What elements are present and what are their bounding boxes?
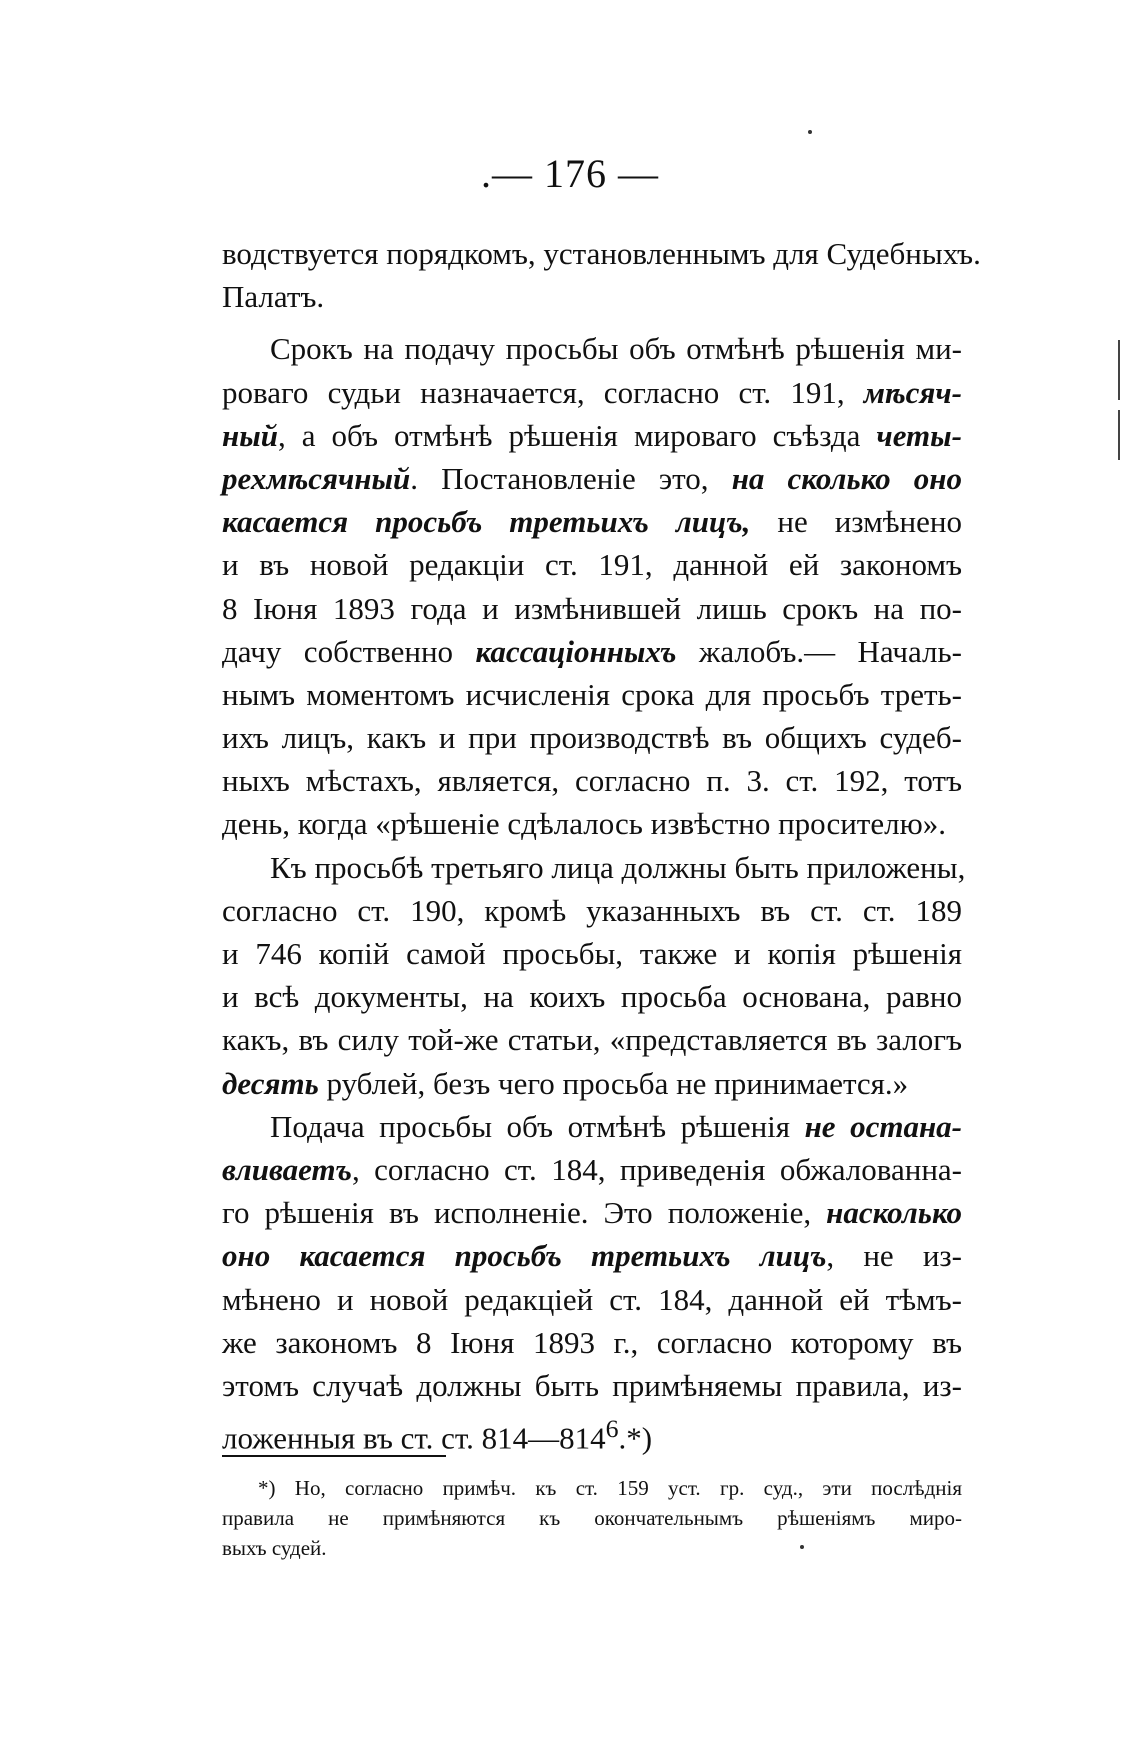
margin-mark	[1118, 410, 1120, 460]
margin-mark	[1118, 340, 1120, 400]
text-line: десять рублей, безъ чего просьба не принимается.»	[222, 1065, 909, 1101]
superscript: 6	[605, 1414, 619, 1444]
text-line: ный, а объ отмѣнѣ рѣшенія мироваго съѣзда четы-	[222, 417, 962, 453]
text-line: дачу собственно кассаціонныхъ жалобъ.— Началь-	[222, 633, 962, 669]
text-line: водствуется порядкомъ, установленнымъ для Судебныхъ.	[222, 236, 981, 271]
emphasis-text: кассаціонныхъ	[475, 633, 677, 669]
text-line: нымъ моментомъ исчисленія срока для просьбъ треть-	[222, 676, 962, 712]
text-line: Подача просьбы объ отмѣнѣ рѣшенія не остана-	[270, 1108, 962, 1144]
footnote-line: *) Но, согласно примѣч. къ ст. 159 уст. гр. суд., эти послѣднія	[258, 1476, 962, 1500]
text-line: ложенныя въ ст. ст. $814—814^6.*$)	[222, 1414, 653, 1456]
text-line: 8 Іюня 1893 года и измѣнившей лишь срокъ на по-	[222, 590, 962, 626]
emphasis-text: касается просьбъ третьихъ лицъ,	[222, 504, 751, 540]
emphasis-text: десять	[222, 1065, 319, 1101]
text-line: и въ новой редакціи ст. 191, данной ей закономъ	[222, 547, 962, 583]
footnote-line: правила не примѣняются къ окончательнымъ рѣшеніямъ миро-	[222, 1506, 962, 1530]
emphasis-text: на сколько оно	[731, 460, 962, 496]
text-line: вливаетъ, согласно ст. 184, приведенія обжалованна-	[222, 1151, 962, 1187]
emphasis-text: рехмѣсячный	[222, 460, 411, 496]
text-line: же закономъ 8 Іюня 1893 г., согласно которому въ	[222, 1324, 962, 1360]
text-line: день, когда «рѣшеніе сдѣлалось извѣстно просителю».	[222, 806, 946, 842]
emphasis-text: ный	[222, 417, 278, 453]
text-line: Палатъ.	[222, 279, 325, 315]
text-line: этомъ случаѣ должны быть примѣняемы правила, из-	[222, 1367, 962, 1403]
emphasis-text: не остана-	[804, 1108, 962, 1144]
footnote-line: выхъ судей.	[222, 1536, 327, 1560]
emphasis-text: вливаетъ	[222, 1151, 352, 1187]
text-line: и 746 копій самой просьбы, также и копія рѣшенія	[222, 936, 962, 971]
text-line: согласно ст. 190, кромѣ указанныхъ въ ст. ст. 189	[222, 892, 962, 928]
text-line: Срокъ на подачу просьбы объ отмѣнѣ рѣшенія ми-	[270, 331, 962, 367]
emphasis-text: четы-	[876, 417, 962, 453]
footnote-divider	[222, 1455, 446, 1457]
text-line: ихъ лицъ, какъ и при производствѣ въ общихъ судеб-	[222, 720, 962, 756]
footnote	[222, 1473, 962, 1563]
text-line: Къ просьбѣ третьяго лица должны быть приложены,	[270, 849, 966, 885]
page-number: .— 176 —	[481, 151, 659, 196]
emphasis-text: насколько	[826, 1195, 962, 1231]
ink-speck	[800, 1545, 804, 1549]
text-line: мѣнено и новой редакціей ст. 184, данной ей тѣмъ-	[222, 1281, 962, 1317]
emphasis-text: оно касается просьбъ третьихъ лицъ	[222, 1238, 827, 1274]
text-line: какъ, въ силу той-же статьи, «представляется въ залогъ	[222, 1022, 962, 1058]
text-line: го рѣшенія въ исполненіе. Это положеніе, насколько	[222, 1195, 962, 1231]
text-line: оно касается просьбъ третьихъ лицъ, не из-	[222, 1238, 963, 1274]
text-line: касается просьбъ третьихъ лицъ, не измѣнено	[222, 504, 962, 540]
text-line: ныхъ мѣстахъ, является, согласно п. 3. ст. 192, тотъ	[222, 763, 962, 799]
body-text	[222, 232, 981, 1456]
text-line: роваго судьи назначается, согласно ст. 191, мѣсяч-	[222, 374, 962, 410]
text-line: рехмѣсячный. Постановленіе это, на сколько оно	[222, 460, 962, 496]
ink-speck	[808, 130, 812, 134]
emphasis-text: мѣсяч-	[863, 374, 962, 410]
text-line: и всѣ документы, на коихъ просьба основана, равно	[222, 979, 962, 1015]
